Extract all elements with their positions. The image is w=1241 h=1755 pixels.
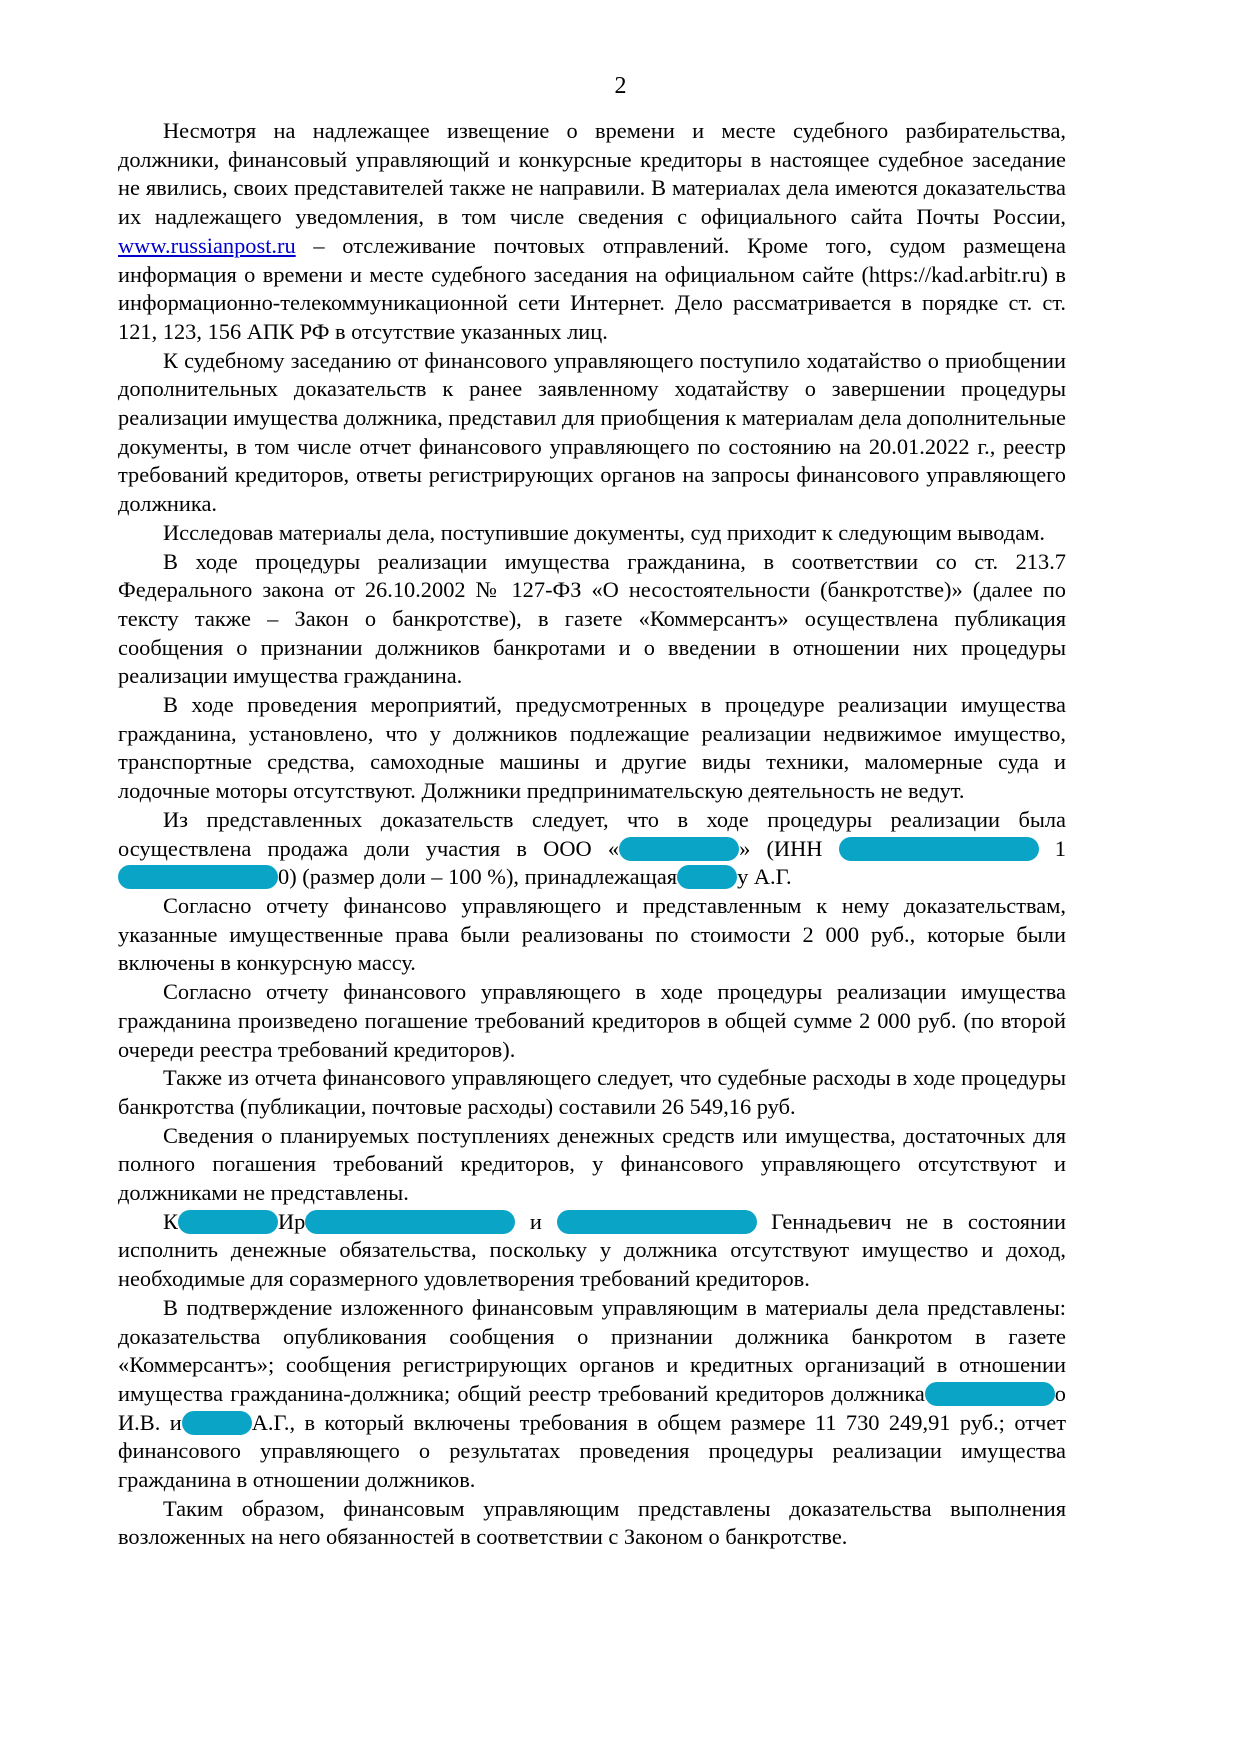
paragraph-text: Из представленных доказательств следует, что в ходе процедуры реализации была осуществлена продажа доли участия в ООО « xyxy=(118,806,1066,861)
redaction-mark xyxy=(677,865,737,889)
paragraph-text: о И.В. и xyxy=(118,1380,1066,1435)
paragraph-insolvency xyxy=(118,1208,1066,1294)
paragraph-notice xyxy=(118,117,1066,347)
redaction-mark xyxy=(178,1210,278,1234)
paragraph-measures: В ходе проведения мероприятий, предусмотренных в процедуре реализации имущества гражданина, установлено, что у должников подлежащие реализации недвижимое имущество, транспортные средства, самоходные машины и другие виды техники, маломерные суда и лодочные моторы отсутствуют. Должники предпринимательскую деятельность не ведут. xyxy=(118,692,1066,804)
paragraph-expenses: Также из отчета финансового управляющего следует, что судебные расходы в ходе процедуры банкротства (публикации, почтовые расходы) составили 26 549,16 руб. xyxy=(118,1065,1066,1119)
paragraph-share-sale xyxy=(118,806,1066,892)
paragraph-text: А.Г., в который включены требования в общем размере 11 730 249,91 руб.; отчет финансового управляющего о результатах проведения процедуры реализации имущества гражданина в отношении должников. xyxy=(118,1409,1066,1493)
paragraph-repayment: Согласно отчету финансового управляющего в ходе процедуры реализации имущества гражданина произведено погашение требований кредиторов в общей сумме 2 000 руб. (по второй очереди реестра требований кредиторов). xyxy=(118,979,1066,1062)
paragraph-text: и xyxy=(515,1208,557,1234)
redaction-mark xyxy=(118,865,278,889)
paragraph-report-value: Согласно отчету финансово управляющего и представленным к нему доказательствам, указанные имущественные права были реализованы по стоимости 2 000 руб., которые были включены в конкурсную массу. xyxy=(118,892,1066,976)
paragraph-no-funds: Сведения о планируемых поступлениях денежных средств или имущества, достаточных для полного погашения требований кредиторов, у финансового управляющего отсутствуют и должниками не представлены. xyxy=(118,1122,1066,1206)
paragraph-text: Ир xyxy=(277,1208,306,1234)
redaction-mark xyxy=(619,837,739,861)
redaction-mark xyxy=(305,1210,515,1234)
paragraph-conclusions-intro: Исследовав материалы дела, поступившие документы, суд приходит к следующим выводам. xyxy=(163,519,1045,545)
paragraph-text: 0) (размер доли – 100 %), принадлежащая xyxy=(278,864,678,890)
document-body xyxy=(118,117,1066,1552)
paragraph-summary: Таким образом, финансовым управляющим представлены доказательства выполнения возложенных на него обязанностей в соответствии с Законом о банкротстве. xyxy=(118,1495,1066,1550)
redaction-mark xyxy=(557,1210,757,1234)
paragraph-evidence xyxy=(118,1294,1066,1495)
paragraph-text: Несмотря на надлежащее извещение о времени и месте судебного разбирательства, должники, финансовый управляющий и конкурсные кредиторы в настоящее судебное заседание не явились, своих представителей также не направили. В материалах дела имеются доказательства их надлежащего уведомления, в том числе сведения с официального сайта Почты России, xyxy=(118,118,1066,230)
paragraph-text: у А.Г. xyxy=(737,864,792,890)
russianpost-link[interactable]: www.russianpost.ru xyxy=(118,232,296,258)
paragraph-text: – отслеживание почтовых отправлений. Кроме того, судом размещена информация о времени и месте судебного заседания на официальном сайте (https://kad.arbitr.ru) в информационно-телекоммуникационной сети Интернет. Дело рассматривается в порядке ст. ст. 121, 123, 156 АПК РФ в отсутствие указанных лиц. xyxy=(118,232,1066,344)
paragraph-procedure: В ходе процедуры реализации имущества гражданина, в соответствии со ст. 213.7 Федерального закона от 26.10.2002 № 127-ФЗ «О несостоятельности (банкротстве)» (далее по тексту также – Закон о банкротстве), в газете «Коммерсантъ» осуществлена публикация сообщения о признании должников банкротами и о введении в отношении них процедуры реализации имущества гражданина. xyxy=(118,548,1066,689)
paragraph-text: В подтверждение изложенного финансовым управляющим в материалы дела представлены: доказательства опубликования сообщения о признании должника банкротом в газете «Коммерсантъ»; сообщения регистрирующих органов и кредитных организаций в отношении имущества гражданина-должника; общий реестр требований кредиторов должника xyxy=(118,1294,1066,1406)
page-number: 2 xyxy=(614,73,627,99)
redaction-mark xyxy=(925,1382,1055,1406)
redaction-mark xyxy=(839,837,1039,861)
paragraph-text: 1 xyxy=(1038,835,1067,861)
paragraph-text: Геннадьевич не в состоянии исполнить денежные обязательства, поскольку у должника отсутствуют имущество и доход, необходимые для соразмерного удовлетворения требований кредиторов. xyxy=(118,1208,1066,1292)
redaction-mark xyxy=(182,1411,252,1435)
paragraph-text: » (ИНН xyxy=(739,835,839,861)
paragraph-text: К xyxy=(163,1208,178,1234)
paragraph-motion: К судебному заседанию от финансового управляющего поступило ходатайство о приобщении дополнительных доказательств к ранее заявленному ходатайству о завершении процедуры реализации имущества должника, представил для приобщения к материалам дела дополнительные документы, в том числе отчет финансового управляющего по состоянию на 20.01.2022 г., реестр требований кредиторов, ответы регистрирующих органов на запросы финансового управляющего должника. xyxy=(118,347,1066,517)
